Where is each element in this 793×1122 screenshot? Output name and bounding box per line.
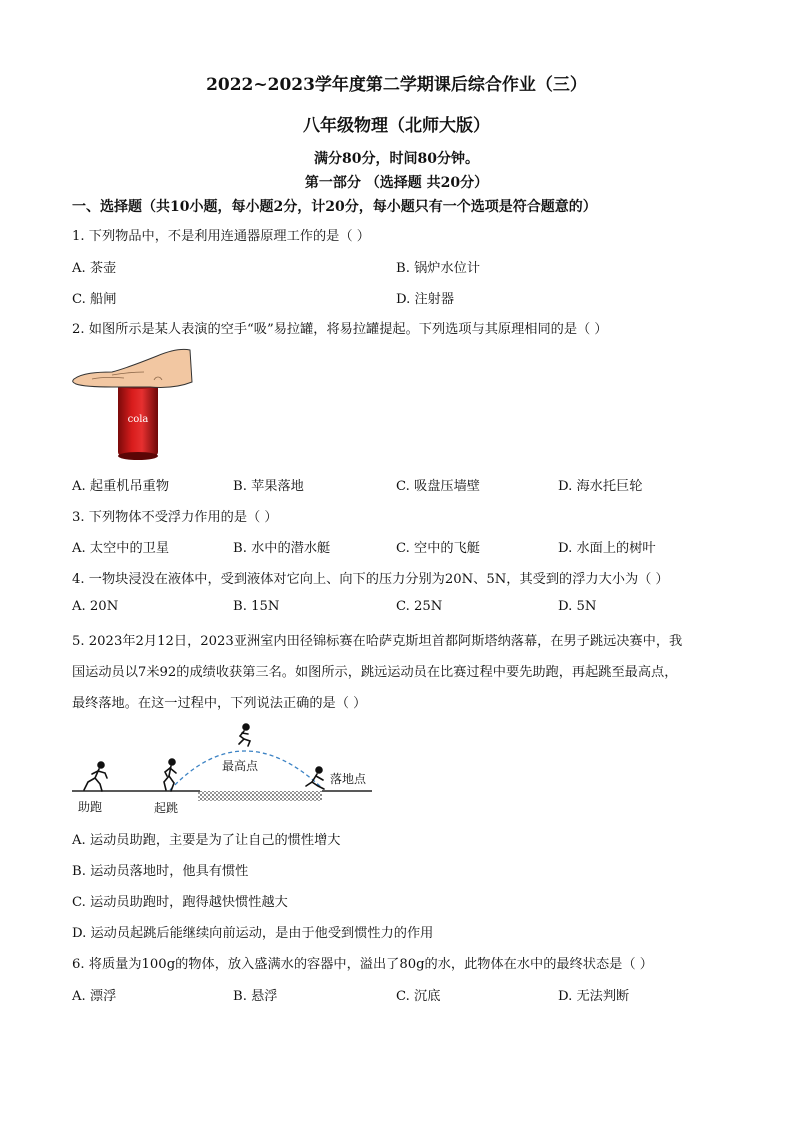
exam-info: 满分80分，时间80分钟。 <box>314 151 479 167</box>
question-4-option-d: D. 5N <box>558 599 597 614</box>
question-5-option-d: D. 运动员起跳后能继续向前运动，是由于他受到惯性力的作用 <box>72 926 434 941</box>
takeoff-figure <box>164 759 176 791</box>
label-takeoff: 起跳 <box>154 801 179 815</box>
question-6-option-b: B. 悬浮 <box>233 989 278 1004</box>
airborne-figure <box>239 724 250 746</box>
question-1-option-a: A. 茶壶 <box>72 261 117 276</box>
question-4-stem: 4. 一物块浸没在液体中，受到液体对它向上、向下的压力分别为20N、5N，其受到的浮力大小为（ ） <box>72 572 669 587</box>
part-heading: 第一部分 （选择题 共20分） <box>304 175 489 191</box>
question-3-option-d: D. 水面上的树叶 <box>558 541 656 556</box>
question-5-option-a: A. 运动员助跑，主要是为了让自己的惯性增大 <box>72 833 341 848</box>
question-1-option-d: D. 注射器 <box>396 292 455 307</box>
label-landing-point: 落地点 <box>330 772 367 786</box>
question-3-option-b: B. 水中的潜水艇 <box>233 541 331 556</box>
question-5-stem-line-3: 最终落地。在这一过程中，下列说法正确的是（ ） <box>72 696 367 711</box>
question-4-option-c: C. 25N <box>396 599 443 614</box>
hand-holding-can-figure <box>72 346 194 461</box>
question-1-stem: 1. 下列物品中，不是利用连通器原理工作的是（ ） <box>72 229 370 244</box>
question-3-option-c: C. 空中的飞艇 <box>396 541 480 556</box>
question-2-stem: 2. 如图所示是某人表演的空手“吸”易拉罐，将易拉罐提起。下列选项与其原理相同的是（ ） <box>72 322 608 337</box>
exam-title: 2022~2023学年度第二学期课后综合作业（三） <box>206 75 587 95</box>
label-run: 助跑 <box>78 800 103 814</box>
landing-figure <box>306 767 324 789</box>
question-1-option-b: B. 锅炉水位计 <box>396 261 481 276</box>
label-highest-point: 最高点 <box>222 759 259 773</box>
question-5-stem-line-2: 国运动员以7米92的成绩收获第三名。如图所示，跳远运动员在比赛过程中要先助跑，再起跳至最高点， <box>72 665 678 680</box>
section-heading: 一、选择题（共10小题，每小题2分，计20分，每小题只有一个选项是符合题意的） <box>72 199 597 215</box>
can-label: cola <box>127 414 149 425</box>
question-2-option-b: B. 苹果落地 <box>233 479 304 494</box>
question-6-option-c: C. 沉底 <box>396 989 441 1004</box>
question-6-stem: 6. 将质量为100g的物体，放入盛满水的容器中，溢出了80g的水，此物体在水中的最终状态是（ ） <box>72 957 653 972</box>
question-3-stem: 3. 下列物体不受浮力作用的是（ ） <box>72 510 278 525</box>
question-5-option-c: C. 运动员助跑时，跑得越快惯性越大 <box>72 895 288 910</box>
question-2-option-c: C. 吸盘压墙壁 <box>396 479 480 494</box>
question-6-option-a: A. 漂浮 <box>72 989 117 1004</box>
question-5-stem-line-1: 5. 2023年2月12日，2023亚洲室内田径锦标赛在哈萨克斯坦首都阿斯塔纳落幕，在男子跳远决赛中，我 <box>72 634 683 649</box>
runner-figure <box>84 762 107 791</box>
question-1-option-c: C. 船闸 <box>72 292 117 307</box>
question-4-option-a: A. 20N <box>72 599 119 614</box>
long-jump-figure <box>72 718 382 820</box>
exam-subtitle: 八年级物理（北师大版） <box>303 116 490 136</box>
question-4-option-b: B. 15N <box>233 599 280 614</box>
question-5-option-b: B. 运动员落地时，他具有惯性 <box>72 864 249 879</box>
sand-pit <box>198 791 322 801</box>
question-2-option-d: D. 海水托巨轮 <box>558 479 643 494</box>
question-2-option-a: A. 起重机吊重物 <box>72 479 170 494</box>
question-3-option-a: A. 太空中的卫星 <box>72 541 170 556</box>
question-6-option-d: D. 无法判断 <box>558 989 630 1004</box>
hand <box>73 349 192 387</box>
